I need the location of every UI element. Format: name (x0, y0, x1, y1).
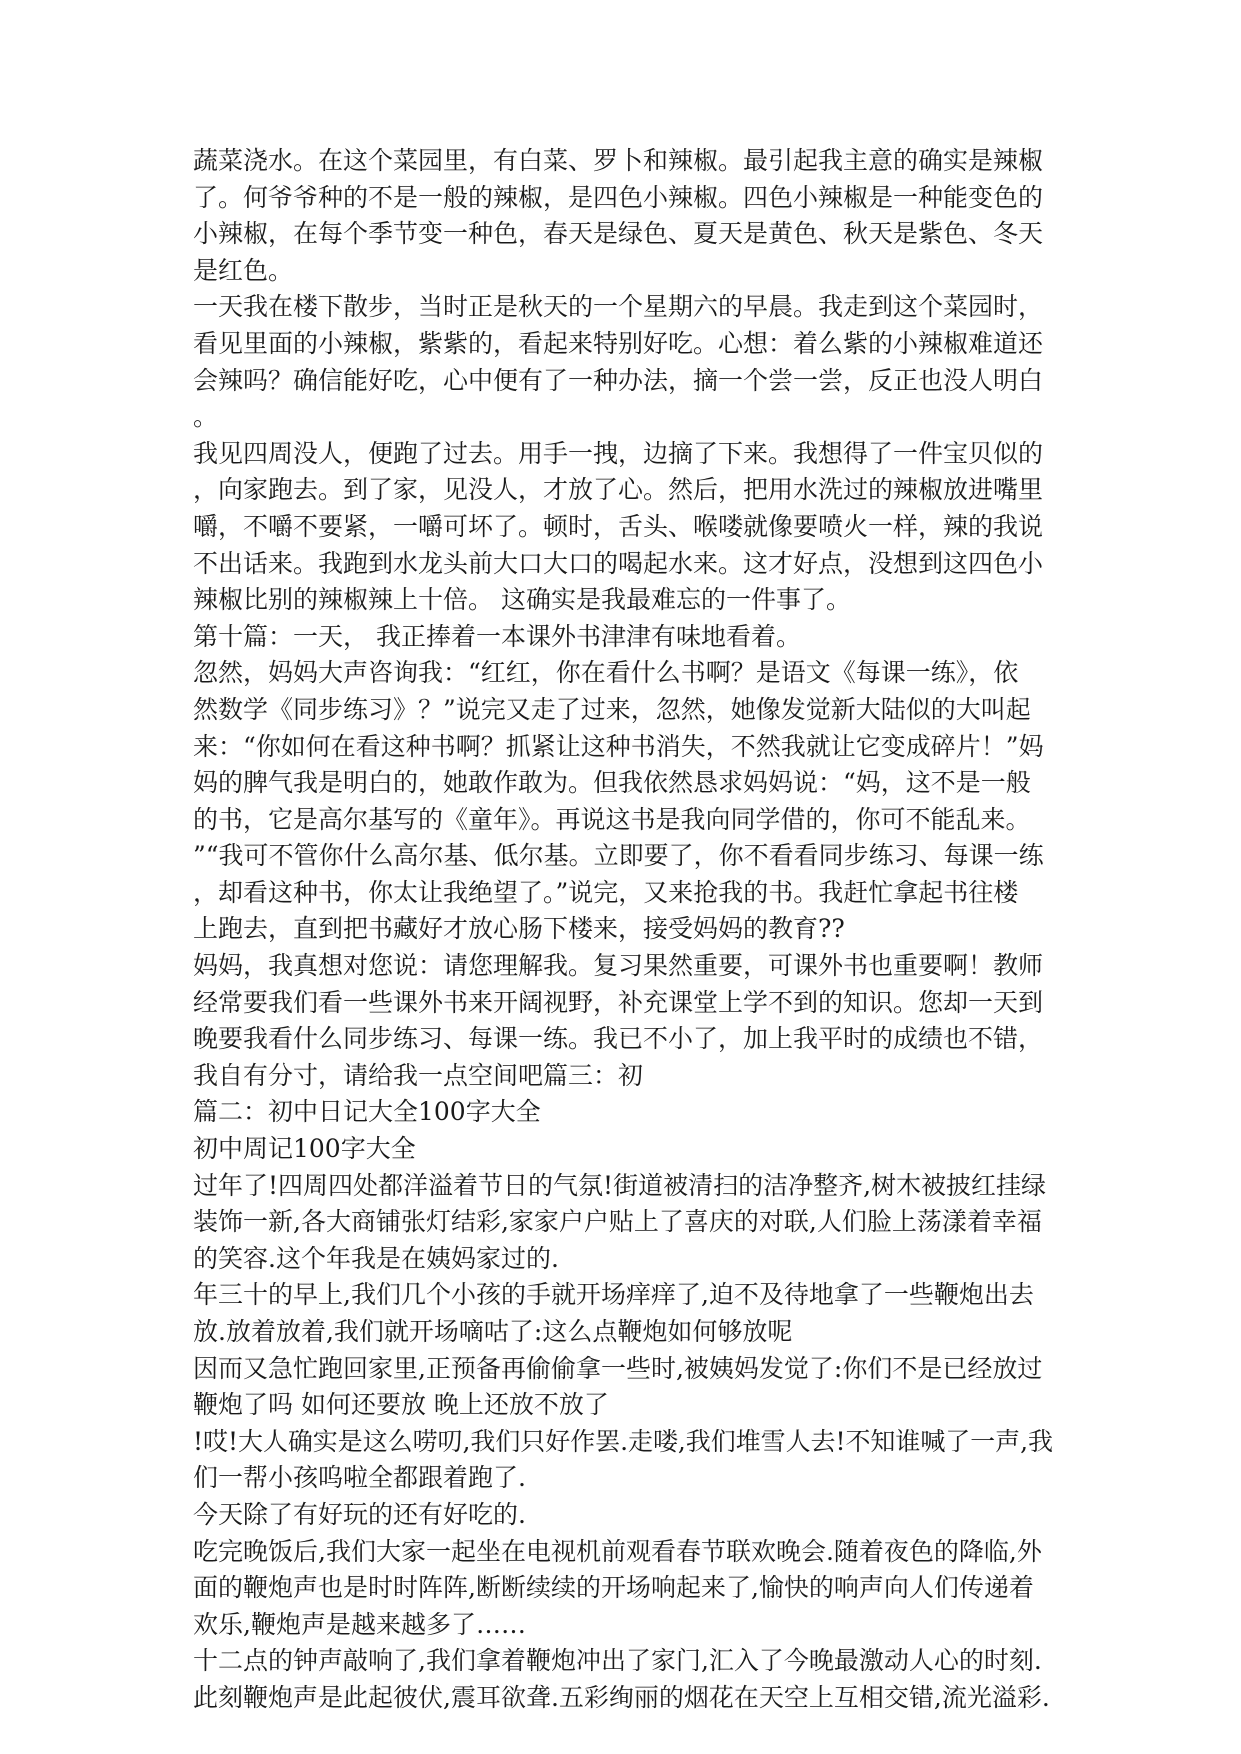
text-line: 的书，它是高尔基写的《童年》。再说这书是我向同学借的，你可不能乱来。 (193, 804, 1031, 834)
text-line: 。 (193, 402, 219, 432)
text-line: 妈妈，我真想对您说：请您理解我。复习果然重要，可课外书也重要啊！教师 (193, 951, 1044, 981)
text-line: 是红色。 (193, 255, 294, 285)
text-line: 经常要我们看一些课外书来开阔视野，补充课堂上学不到的知识。您却一天到 (193, 987, 1044, 1017)
text-line: 此刻鞭炮声是此起彼伏,震耳欲聋.五彩绚丽的烟花在天空上互相交错,流光溢彩. (193, 1682, 1050, 1712)
text-line: 看见里面的小辣椒，紫紫的，看起来特别好吃。心想：着么紫的小辣椒难道还 (193, 328, 1044, 358)
text-line: 妈的脾气我是明白的，她敢作敢为。但我依然恳求妈妈说：“妈，这不是一般 (193, 768, 1031, 798)
text-line: 一天我在楼下散步，当时正是秋天的一个星期六的早晨。我走到这个菜园时， (193, 292, 1044, 322)
text-line: 的笑容.这个年我是在姨妈家过的. (193, 1243, 559, 1273)
text-line: 了。何爷爷种的不是一般的辣椒，是四色小辣椒。四色小辣椒是一种能变色的 (193, 182, 1044, 212)
text-line: 面的鞭炮声也是时时阵阵,断断续续的开场响起来了,愉快的响声向人们传递着 (193, 1573, 1034, 1603)
text-line: 我自有分寸，请给我一点空间吧篇三：初 (193, 1060, 644, 1090)
text-line: 吃完晚饭后,我们大家一起坐在电视机前观看春节联欢晚会.随着夜色的降临,外 (193, 1536, 1042, 1566)
text-line: 会辣吗？确信能好吃，心中便有了一种办法，摘一个尝一尝，反正也没人明白 (193, 365, 1044, 395)
text-line: 因而又急忙跑回家里,正预备再偷偷拿一些时,被姨妈发觉了:你们不是已经放过 (193, 1353, 1043, 1383)
text-line: 我见四周没人，便跑了过去。用手一拽，边摘了下来。我想得了一件宝贝似的 (193, 438, 1044, 468)
text-line: 嚼，不嚼不要紧，一嚼可坏了。顿时，舌头、喉喽就像要喷火一样，辣的我说 (193, 511, 1044, 541)
text-line: 来：“你如何在看这种书啊？抓紧让这种书消失，不然我就让它变成碎片！”妈 (193, 731, 1044, 761)
text-line: 然数学《同步练习》？”说完又走了过来，忽然，她像发觉新大陆似的大叫起 (193, 694, 1031, 724)
text-line: 蔬菜浇水。在这个菜园里，有白菜、罗卜和辣椒。最引起我主意的确实是辣椒 (193, 146, 1044, 175)
text-line: 上跑去，直到把书藏好才放心肠下楼来，接受妈妈的教育?? (193, 914, 845, 944)
text-line: 们一帮小孩呜啦全都跟着跑了. (193, 1463, 526, 1493)
text-line: 小辣椒，在每个季节变一种色，春天是绿色、夏天是黄色、秋天是紫色、冬天 (193, 219, 1044, 249)
text-line: 今天除了有好玩的还有好吃的. (193, 1499, 526, 1529)
text-line: 过年了!四周四处都洋溢着节日的气氛!街道被清扫的洁净整齐,树木被披红挂绿 (193, 1170, 1047, 1200)
text-line: 十二点的钟声敲响了,我们拿着鞭炮冲出了家门,汇入了今晚最激动人心的时刻. (193, 1646, 1042, 1676)
text-line: 第十篇：一天， 我正捧着一本课外书津津有味地看着。 (193, 621, 801, 651)
text-line: 装饰一新,各大商铺张灯结彩,家家户户贴上了喜庆的对联,人们脸上荡漾着幸福 (193, 1207, 1042, 1237)
text-line: 篇二：初中日记大全100字大全 (193, 1097, 541, 1127)
text-line: 辣椒比别的辣椒辣上十倍。 这确实是我最难忘的一件事了。 (193, 585, 851, 615)
text-line: 初中周记100字大全 (193, 1134, 416, 1164)
text-line: ，却看这种书，你太让我绝望了。”说完，又来抢我的书。我赶忙拿起书往楼 (193, 877, 1019, 907)
text-line: 放.放着放着,我们就开场嘀咕了:这么点鞭炮如何够放呢 (193, 1317, 793, 1346)
text-line: 不出话来。我跑到水龙头前大口大口的喝起水来。这才好点，没想到这四色小 (193, 548, 1044, 578)
text-line: 鞭炮了吗 如何还要放 晚上还放不放了 (193, 1390, 609, 1420)
text-line: 晚要我看什么同步练习、每课一练。我已不小了，加上我平时的成绩也不错， (193, 1024, 1044, 1054)
text-line: 年三十的早上,我们几个小孩的手就开场痒痒了,迫不及待地拿了一些鞭炮出去 (193, 1280, 1034, 1310)
text-line: 忽然，妈妈大声咨询我：“红红，你在看什么书啊？是语文《每课一练》，依 (193, 658, 1019, 688)
text-line: ”“我可不管你什么高尔基、低尔基。立即要了，你不看看同步练习、每课一练 (193, 841, 1044, 871)
text-line: !哎!大人确实是这么唠叨,我们只好作罢.走喽,我们堆雪人去!不知谁喊了一声,我 (193, 1426, 1053, 1456)
document-body (193, 143, 1053, 1717)
text-line: 欢乐,鞭炮声是越来越多了…… (193, 1609, 526, 1639)
text-line: ，向家跑去。到了家，见没人，才放了心。然后，把用水洗过的辣椒放进嘴里 (193, 475, 1044, 505)
